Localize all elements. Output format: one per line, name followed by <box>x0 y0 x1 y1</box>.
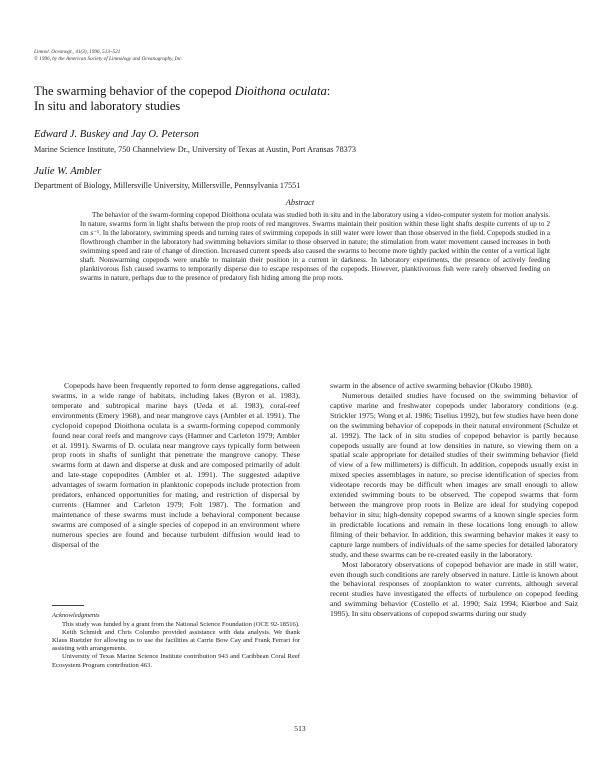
abstract-text: The behavior of the swarm-forming copepod Dioithona oculata was studied both in situ and in the laboratory using a video-computer system for motion analysis. In nature, swarms form in light shafts between the prop roots of red mangroves. Swarms maintain their position within these light shafts despite currents of up to 2 cm s⁻¹. In the laboratory, swimming speeds and turning rates of swimming copepods in still water were lower than those observed in the field. Copepods studied in a flowthrough chamber in the laboratory had swimming behaviors similar to those observed in nature; the stimulation from water movement caused increases in both swimming speed and rate of change of direction. Increased current speeds also caused the swarms to become more tightly packed within the center of a vertical light shaft. Nonswarming copepods were unable to maintain their position in a current in darkness. In laboratory experiments, the presence of actively feeding planktivorous fish caused swarms to temporarily disperse due to escape responses of the copepods. However, planktivorous fish were rarely observed feeding on swarms in nature, perhaps due to the presence of predatory fish hiding among the prop roots. <box>80 211 550 283</box>
title-subtitle: In situ and laboratory studies <box>34 99 181 113</box>
acknowledgment-paragraph: This study was funded by a grant from the National Science Foundation (OCE 92-18516). <box>62 621 300 629</box>
title-main: The swarming behavior of the copepod <box>34 84 235 98</box>
body-column-left <box>52 381 300 550</box>
title-species: Dioithona oculata <box>234 84 327 98</box>
paper-title <box>34 84 574 114</box>
author-affiliation-1: Marine Science Institute, 750 Channelview Dr., University of Texas at Austin, Port Aransas 78373 <box>34 145 356 154</box>
acknowledgment-paragraph: University of Texas Marine Science Institute contribution 943 and Caribbean Coral Reef Ecosystem Program contribution 463. <box>52 653 300 669</box>
author-affiliation-2: Department of Biology, Millersville University, Millersville, Pennsylvania 17551 <box>34 181 301 190</box>
author-names-1: Edward J. Buskey and Jay O. Peterson <box>34 129 199 140</box>
body-column-right <box>330 381 578 619</box>
acknowledgments <box>52 612 300 670</box>
acknowledgment-paragraph: Keith Schmidt and Chris Columbo provided assistance with data analysis. We thank Klaus Ruetzler for allowing us to use the facilities at Carrie Bow Cay and Frank Ferrari for assisting with arrangements. <box>52 629 300 653</box>
author-names-2: Julie W. Ambler <box>34 166 102 177</box>
body-paragraph: Copepods have been frequently reported to form dense aggregations, called swarms, in a wide range of habitats, including lakes (Byron et al. 1983), temperate and subtropical marine bays (Ueda et al. 1983), coral-reef environments (Emery 1968), and near mangrove cays (Ambler et al. 1991). The cyclopoid copepod Dioithona oculata is a swarm-forming copepod commonly found near coral reefs and mangrove cays (Hamner and Carleton 1979; Ambler et al. 1991). Swarms of D. oculata near mangrove cays typically form between prop roots in shafts of sunlight that penetrate the mangrove canopy. These swarms form at dawn and disperse at dusk and are composed primarily of adult and late-stage copepodites (Ambler et al. 1991). The suggested adaptive advantages of swarm formation in planktonic copepods include protection from predators, enhanced opportunities for mating, and restriction of dispersal by currents (Hamner and Carleton 1979; Folt 1987). The formation and maintenance of these swarms must include a behavioral component because swarms are composed of a single species of copepod in an environment where numerous species are found and because turbulent diffusion would lead to dispersal of the <box>52 381 300 549</box>
journal-citation <box>34 49 183 63</box>
journal-line-2: © 1996, by the American Society of Limnology and Oceanography, Inc. <box>34 56 183 62</box>
body-paragraph: Most laboratory observations of copepod behavior are made in still water, even though such conditions are rarely observed in nature. Little is known about the behavioral responses of zooplankton to water currents, although several recent studies have investigated the effects of turbulence on copepod feeding and swimming behavior (Costello et al. 1990; Saiz 1994; Kiørboe and Saiz 1995). In situ observations of copepod swarms during our study <box>330 559 578 619</box>
body-paragraph: Numerous detailed studies have focused on the swimming behavior of captive marine and freshwater copepods under laboratory conditions (e.g. Strickler 1975; Wong et al. 1986; Tiselius 1992), but few studies have been done on the swimming behavior of copepods in their natural environment (Schulze et al. 1992). The lack of in situ studies of copepod behavior is partly because copepods usually are found at low densities in nature, so viewing them on a spatial scale appropriate for detailed studies of their swimming behavior (field of view of a few millimeters) is difficult. In addition, copepods usually exist in mixed species assemblages in nature, so precise identification of species from videotape records may be difficult when images are small enough to allow extended swimming bouts to be observed. The copepod swarms that form between the mangrove prop roots in Belize are ideal for studying copepod behavior in situ; high-density copepod swarms of a known single species form in predictable locations and remain in these locations long enough to allow filming of their behavior. In addition, this swarming behavior makes it easy to capture large numbers of individuals of the same species for detailed laboratory study, and these swarms can be re-created easily in the laboratory. <box>330 390 578 559</box>
journal-line-1: Limnol. Oceanogr., 41(3), 1996, 513–521 <box>34 49 121 55</box>
page-number: 513 <box>294 724 306 733</box>
title-colon: : <box>326 84 331 98</box>
abstract-heading: Abstract <box>285 198 315 207</box>
body-paragraph: swarm in the absence of active swarming behavior (Okubo 1980). <box>330 381 533 390</box>
acknowledgments-heading: Acknowledgments <box>52 612 100 619</box>
footnote-divider <box>52 605 84 606</box>
